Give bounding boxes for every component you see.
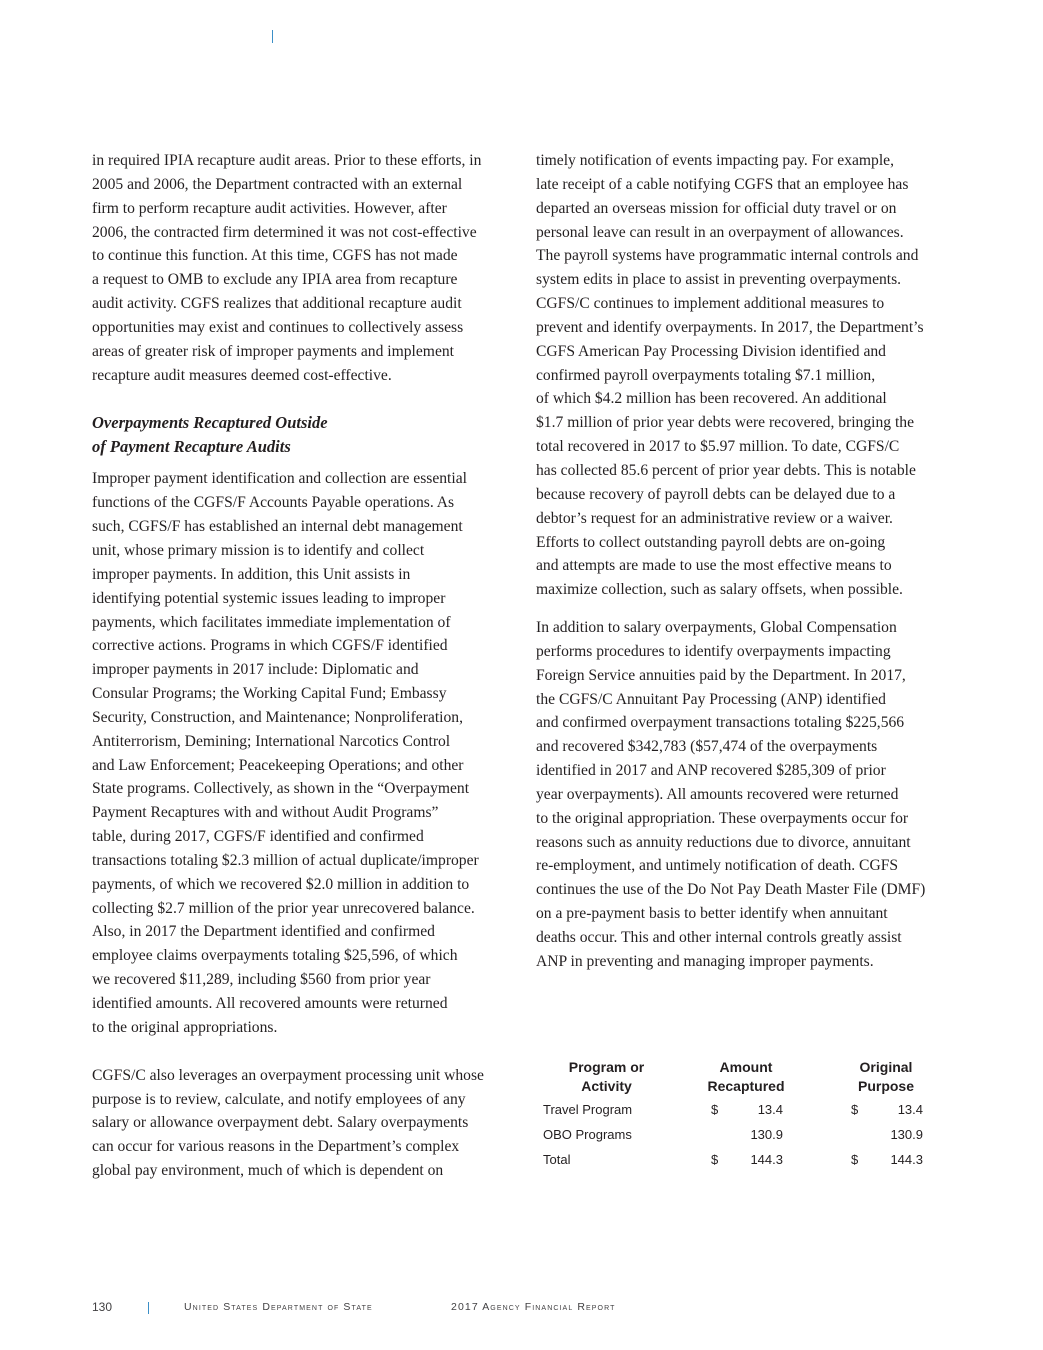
text-line: Efforts to collect outstanding payroll debts are on-going — [536, 533, 886, 551]
text-line: deaths occur. This and other internal controls greatly assist — [536, 929, 902, 946]
text-line: to the original appropriation. These overpayments occur for — [536, 809, 909, 827]
text-line: Payment Recaptures with and without Audit Programs” — [92, 804, 439, 822]
text-line: table, during 2017, CGFS/F identified and confirmed — [92, 828, 424, 846]
text-line: global pay environment, much of which is dependent on — [92, 1162, 444, 1180]
text-line: personal leave can result in an overpayment of allowances. — [536, 223, 904, 241]
text-line: we recovered $11,289, including $560 from prior year — [92, 971, 431, 989]
currency-symbol: $ — [851, 1102, 859, 1117]
right-column — [536, 149, 966, 974]
text-line: departed an overseas mission for official duty travel or on — [536, 199, 897, 217]
text-line: late receipt of a cable notifying CGFS that an employee has — [536, 175, 909, 193]
text-line: of which $4.2 million has been recovered. An additional — [536, 390, 887, 408]
text-line: areas of greater risk of improper payments and implement — [92, 342, 454, 360]
text-line: identified amounts. All recovered amounts were returned — [92, 995, 448, 1012]
text-line: a request to OMB to exclude any IPIA area from recapture — [92, 271, 458, 289]
header-line: Purpose — [857, 1078, 914, 1094]
header-line: Recaptured — [707, 1078, 785, 1094]
footer-department: United States Department of State — [184, 1301, 373, 1313]
text-line: unit, whose primary mission is to identify and collect — [92, 541, 425, 559]
text-line: and Law Enforcement; Peacekeeping Operations; and other — [92, 756, 464, 774]
text-line: re-employment, and untimely notification of death. CGFS — [536, 857, 899, 875]
text-line: opportunities may exist and continues to collectively assess — [92, 318, 464, 336]
text-line: improper payments. In addition, this Unit assists in — [92, 565, 411, 583]
text-line: In addition to salary overpayments, Global Compensation — [536, 619, 897, 637]
text-line: confirmed payroll overpayments totaling $7.1 million, — [536, 366, 876, 384]
text-line: continues the use of the Do Not Pay Death Master File (DMF) — [536, 881, 926, 899]
text-line: Security, Construction, and Maintenance; Nonproliferation, — [92, 708, 463, 726]
text-line: system edits in place to assist in preventing overpayments. — [536, 271, 902, 289]
right-paragraph-2 — [536, 616, 966, 974]
text-line: $1.7 million of prior year debts were recovered, bringing the — [536, 414, 915, 432]
right-paragraph-1 — [536, 149, 966, 602]
text-line: salary or allowance overpayment debt. Salary overpayments — [92, 1114, 469, 1132]
amount-value: 13.4 — [757, 1102, 783, 1117]
text-line: and attempts are made to use the most effective means to — [536, 557, 892, 575]
text-line: identified in 2017 and ANP recovered $285,309 of prior — [536, 762, 886, 780]
text-line: improper payments in 2017 include: Diplomatic and — [92, 661, 419, 679]
page-number: 130 — [92, 1300, 113, 1314]
text-line: year overpayments). All amounts recovered were returned — [536, 785, 899, 803]
text-line: CGFS/C continues to implement additional measures to — [536, 295, 885, 313]
row-label: OBO Programs — [543, 1127, 632, 1142]
original-value: 13.4 — [897, 1102, 923, 1117]
text-line: collecting $2.7 million of the prior year unrecovered balance. — [92, 899, 475, 917]
currency-symbol: $ — [851, 1152, 859, 1167]
text-line: audit activity. CGFS realizes that additional recapture audit — [92, 295, 462, 313]
header-line: Amount — [719, 1059, 773, 1075]
text-line: The payroll systems have programmatic internal controls and — [536, 247, 919, 265]
table-header-original — [836, 1058, 936, 1096]
footer-divider — [148, 1302, 149, 1314]
heading-line: Overpayments Recaptured Outside — [92, 413, 328, 433]
text-line: transactions totaling $2.3 million of actual duplicate/improper — [92, 851, 479, 869]
text-line: functions of the CGFS/F Accounts Payable operations. As — [92, 494, 455, 512]
left-column — [92, 149, 522, 1183]
text-line: payments, which facilitates immediate implementation of — [92, 613, 451, 631]
text-line: Consular Programs; the Working Capital Fund; Embassy — [92, 685, 447, 703]
text-line: recapture audit measures deemed cost-effective. — [92, 366, 392, 384]
table-row — [536, 1152, 936, 1177]
footer-report-title: 2017 Agency Financial Report — [451, 1301, 616, 1313]
text-line: on a pre-payment basis to better identify when annuitant — [536, 905, 888, 923]
header-line: Original — [859, 1059, 913, 1075]
text-line: identifying potential systemic issues leading to improper — [92, 589, 446, 607]
text-line: ANP in preventing and managing improper payments. — [536, 952, 874, 970]
left-paragraph-1 — [92, 149, 522, 387]
header-line: Program or — [568, 1059, 645, 1075]
text-line: timely notification of events impacting pay. For example, — [536, 152, 894, 169]
text-line: to the original appropriations. — [92, 1018, 278, 1036]
text-line: Foreign Service annuities paid by the Department. In 2017, — [536, 666, 906, 684]
text-line: because recovery of payroll debts can be delayed due to a — [536, 485, 896, 503]
amount-value: 130.9 — [750, 1127, 783, 1142]
text-line: Improper payment identification and collection are essential — [92, 470, 467, 488]
text-line: has collected 85.6 percent of prior year debts. This is notable — [536, 461, 916, 479]
row-label: Travel Program — [543, 1102, 633, 1117]
text-line: 2006, the contracted firm determined it was not cost-effective — [92, 223, 477, 241]
header-divider — [272, 30, 273, 43]
heading-line: of Payment Recapture Audits — [92, 437, 291, 457]
currency-symbol: $ — [711, 1152, 719, 1167]
left-paragraph-3 — [92, 1064, 522, 1183]
text-line: payments, of which we recovered $2.0 million in addition to — [92, 875, 470, 893]
currency-symbol: $ — [711, 1102, 719, 1117]
table-header-amount — [696, 1058, 796, 1096]
text-line: debtor’s request for an administrative review or a waiver. — [536, 509, 893, 527]
text-line: total recovered in 2017 to $5.97 million. To date, CGFS/C — [536, 438, 900, 456]
header-line: Activity — [581, 1078, 632, 1094]
original-value: 144.3 — [890, 1152, 923, 1167]
text-line: Antiterrorism, Demining; International Narcotics Control — [92, 732, 451, 750]
table-row — [536, 1102, 936, 1127]
text-line: and confirmed overpayment transactions totaling $225,566 — [536, 714, 905, 732]
text-line: prevent and identify overpayments. In 2017, the Department’s — [536, 318, 924, 336]
text-line: Also, in 2017 the Department identified and confirmed — [92, 923, 435, 941]
text-line: reasons such as annuity reductions due to divorce, annuitant — [536, 833, 911, 851]
section-heading — [92, 411, 522, 459]
text-line: 2005 and 2006, the Department contracted with an external — [92, 175, 463, 193]
text-line: such, CGFS/F has established an internal debt management — [92, 518, 463, 536]
text-line: CGFS American Pay Processing Division identified and — [536, 342, 886, 360]
text-line: the CGFS/C Annuitant Pay Processing (ANP) identified — [536, 690, 886, 708]
left-paragraph-2 — [92, 467, 522, 1039]
text-line: performs procedures to identify overpayments impacting — [536, 642, 891, 660]
text-line: corrective actions. Programs in which CGFS/F identified — [92, 637, 448, 655]
text-line: purpose is to review, calculate, and notify employees of any — [92, 1090, 466, 1108]
text-line: CGFS/C also leverages an overpayment processing unit whose — [92, 1066, 484, 1084]
text-line: and recovered $342,783 ($57,474 of the overpayments — [536, 738, 878, 756]
text-line: to continue this function. At this time, CGFS has not made — [92, 247, 458, 265]
row-label: Total — [543, 1152, 571, 1167]
text-line: firm to perform recapture audit activities. However, after — [92, 199, 447, 217]
table-row — [536, 1127, 936, 1152]
table-header-program — [554, 1058, 659, 1096]
original-value: 130.9 — [890, 1127, 923, 1142]
text-line: State programs. Collectively, as shown in the “Overpayment — [92, 780, 470, 798]
text-line: employee claims overpayments totaling $25,596, of which — [92, 947, 458, 965]
amount-value: 144.3 — [750, 1152, 783, 1167]
text-line: can occur for various reasons in the Department’s complex — [92, 1138, 460, 1156]
text-line: maximize collection, such as salary offsets, when possible. — [536, 581, 903, 599]
text-line: in required IPIA recapture audit areas. Prior to these efforts, in — [92, 152, 482, 169]
